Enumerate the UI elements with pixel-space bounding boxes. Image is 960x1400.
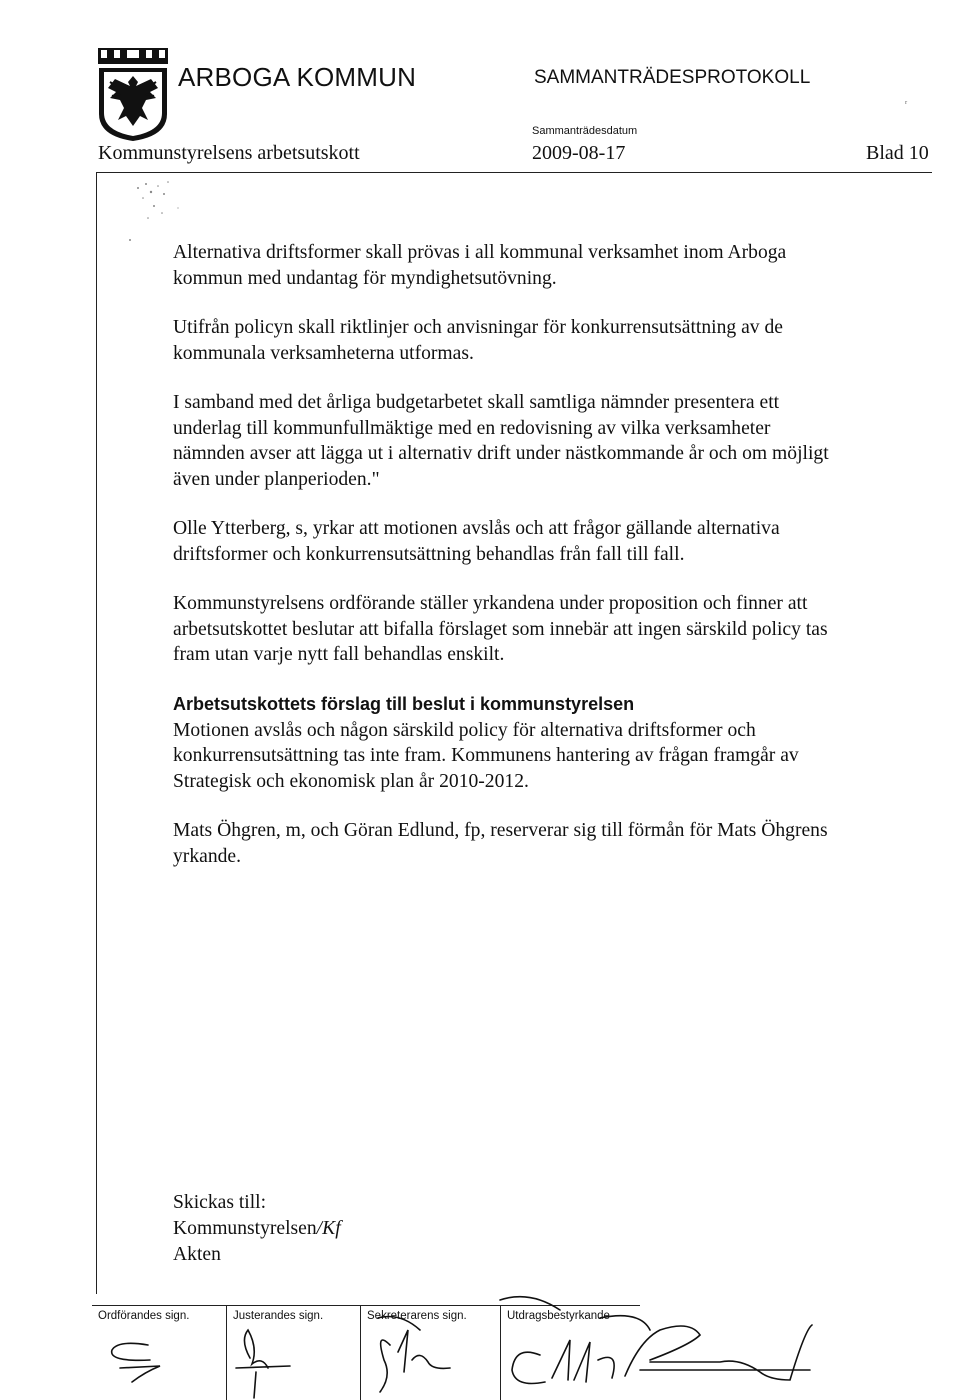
decision-heading: Arbetsutskottets förslag till beslut i kommunstyrelsen: [173, 693, 635, 714]
scan-specks: [118, 178, 208, 248]
paragraph-budget-process: I samband med det årliga budgetarbetet skall samtliga nämnder presentera ett underlag till kommunfullmäktige med en redovisning av vilka verksamheter nämnden avser att lägga ut i alternativ drift under nästkommande år och om möjligt även under planperioden.": [173, 392, 829, 490]
chair-sign-box: [92, 1306, 226, 1400]
paragraph-decision: Motionen avslås och någon särskild policy för alternativa driftsformer och konkurrensutsättning tas inte fram. Kommunens hantering av frågan framgår av Strategisk och ekonomisk plan år 2010-2012.: [173, 719, 799, 792]
paragraph-reservation: Mats Öhgren, m, och Göran Edlund, fp, reserverar sig till förmån för Mats Öhgrens yrkande.: [173, 820, 828, 867]
distribution-item: [173, 1216, 341, 1242]
handwritten-slash: /: [316, 1218, 323, 1239]
minutes-body: [173, 240, 833, 893]
distribution-recipient: Kommunstyrelsen: [173, 1218, 317, 1239]
secretary-sign-box: [360, 1306, 501, 1400]
header-rule: [96, 172, 932, 173]
paragraph-alternative-operation: Alternativa driftsformer skall prövas i all kommunal verksamhet inom Arboga kommun med undantag för myndighetsutövning.: [173, 242, 787, 289]
secretary-sign-label: Sekreterarens sign.: [367, 1310, 467, 1322]
adjuster-sign-box: [226, 1306, 361, 1400]
paragraph-guidelines: Utifrån policyn skall riktlinjer och anvisningar för konkurrensutsättning av de kommunala verksamheterna utformas.: [173, 317, 783, 364]
scan-mark: ᵣ: [905, 95, 908, 106]
chair-sign-label: Ordförandes sign.: [98, 1310, 190, 1322]
meeting-date: 2009-08-17: [532, 142, 626, 164]
distribution-recipient: Akten: [173, 1244, 221, 1265]
distribution-label: Skickas till:: [173, 1192, 267, 1213]
page-number: Blad 10: [866, 142, 929, 164]
paragraph-motion-proposal: Olle Ytterberg, s, yrkar att motionen avslås och att frågor gällande alternativa driftsformer och konkurrensutsättning behandlas från fall till fall.: [173, 518, 780, 565]
committee-name: Kommunstyrelsens arbetsutskott: [98, 142, 360, 164]
paragraph-chair-ruling: Kommunstyrelsens ordförande ställer yrkandena under proposition och finner att arbetsutskottet beslutar att bifalla förslaget som innebär att ingen särskild policy tas fram utan varje nytt fall behandlas enskilt.: [173, 593, 828, 665]
signature-footer: [92, 1305, 640, 1400]
extract-cert-label: Utdragsbestyrkande: [507, 1310, 610, 1322]
adjuster-sign-label: Justerandes sign.: [233, 1310, 324, 1322]
document-type: SAMMANTRÄDESPROTOKOLL: [534, 67, 811, 88]
margin-rule: [96, 172, 97, 1294]
distribution-list: [173, 1190, 341, 1268]
extract-cert-box: [500, 1306, 641, 1400]
meeting-date-label: Sammanträdesdatum: [532, 125, 638, 137]
organization-name: ARBOGA KOMMUN: [178, 62, 417, 92]
coat-of-arms-icon: [96, 46, 170, 142]
handwritten-note: Kf: [322, 1218, 341, 1239]
